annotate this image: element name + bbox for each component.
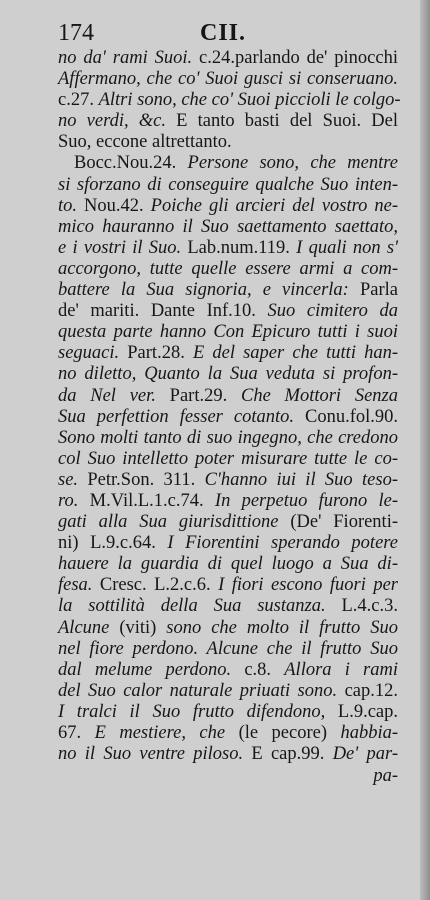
text-line bbox=[58, 554, 398, 575]
text-run: ro. bbox=[58, 490, 90, 511]
text-run: In perpetuo furono le- bbox=[214, 490, 399, 511]
text-run: sono che molto il frutto Suo bbox=[166, 617, 398, 638]
text-run: Conu.fol.90. bbox=[304, 406, 398, 427]
text-line bbox=[58, 744, 398, 765]
text-run: ni) L.9.c.64. bbox=[58, 533, 168, 554]
text-line bbox=[58, 322, 398, 343]
text-run: Sono molti tanto di suo ingegno, che credono bbox=[58, 427, 398, 448]
text-run: nel fiore perdono. Alcune che il frutto Suo bbox=[58, 638, 398, 659]
text-line bbox=[58, 153, 398, 174]
text-line bbox=[58, 386, 398, 407]
text-line bbox=[58, 364, 398, 385]
text-run: de' mariti. Dante Inf.10. bbox=[58, 301, 268, 322]
text-line bbox=[58, 407, 398, 428]
text-run: (De' Fiorenti- bbox=[290, 512, 398, 533]
text-line bbox=[58, 533, 398, 554]
text-line bbox=[58, 69, 398, 90]
text-run: c.27. bbox=[58, 90, 99, 111]
text-run: Lab.num.119. bbox=[187, 237, 297, 258]
text-line bbox=[58, 639, 398, 660]
text-run: no il Suo ventre piloso. bbox=[58, 744, 252, 765]
text-run: De' par- bbox=[332, 744, 398, 765]
text-run: Poiche gli arcieri del vostro ne- bbox=[150, 195, 399, 216]
text-run: (le pecore) bbox=[238, 723, 341, 743]
text-run: E mestiere, che bbox=[94, 723, 239, 743]
text-run: E del saper che tutti han- bbox=[192, 343, 398, 364]
text-run: M.Vil.L.1.c.74. bbox=[89, 490, 215, 511]
text-line bbox=[58, 196, 398, 217]
text-run: Altri sono, che co' Suoi piccioli le colgo- bbox=[98, 90, 401, 111]
text-run: L.9.cap. bbox=[337, 701, 398, 722]
text-run: gati alla Sua giurisdittione bbox=[58, 512, 291, 533]
text-run: to. bbox=[58, 195, 85, 216]
text-run: habbia- bbox=[340, 723, 399, 743]
text-line bbox=[58, 491, 398, 512]
text-run: si sforzano di conseguire qualche Suo inten- bbox=[58, 174, 398, 195]
running-head: CII. bbox=[200, 20, 247, 46]
text-line bbox=[58, 681, 398, 702]
text-run: Persone sono, che mentre bbox=[187, 153, 398, 174]
text-run: battere la Sua signoria, e vincerla: bbox=[58, 280, 360, 301]
catchword: pa- bbox=[373, 766, 398, 787]
text-run: I Fiorentini sperando potere bbox=[167, 533, 399, 554]
text-run: (viti) bbox=[119, 617, 167, 638]
page-number: 174 bbox=[58, 20, 94, 46]
text-run: no verdi, &c. bbox=[58, 111, 177, 132]
page-gutter-shadow bbox=[420, 0, 430, 900]
text-line bbox=[58, 575, 398, 596]
text-run: 67. bbox=[58, 723, 95, 743]
text-run: c.24.parlando de' pinocchi bbox=[199, 48, 398, 68]
text-run: Part.29. bbox=[169, 385, 241, 406]
text-run: c.8. bbox=[244, 659, 285, 680]
text-run: e i vostri il Suo. bbox=[58, 237, 188, 258]
text-line bbox=[58, 596, 398, 617]
text-run: I quali non s' bbox=[296, 237, 398, 258]
text-run: cap.12. bbox=[344, 680, 398, 701]
text-run: dal melume perdono. bbox=[58, 659, 245, 680]
text-run: no da' rami Suoi. bbox=[58, 48, 200, 68]
text-run: E tanto basti del Suoi. Del bbox=[176, 111, 398, 132]
text-line bbox=[58, 301, 398, 322]
text-run: da Nel ver. bbox=[58, 385, 170, 406]
text-run: Cresc. L.2.c.6. bbox=[99, 575, 219, 596]
text-run: E cap.99. bbox=[251, 744, 333, 765]
text-run: questa parte hanno Con Epicuro tutti i suoi bbox=[58, 322, 398, 343]
text-run: Nou.42. bbox=[84, 195, 151, 216]
text-line bbox=[58, 618, 398, 639]
text-line bbox=[58, 343, 398, 364]
text-line bbox=[58, 428, 398, 449]
text-run: Affermano, che co' Suoi gusci si conseruano. bbox=[58, 69, 398, 90]
text-line bbox=[58, 449, 398, 470]
text-run: col Suo intelletto poter misurare tutte le co- bbox=[58, 448, 398, 469]
text-line bbox=[58, 470, 398, 491]
text-line bbox=[58, 175, 398, 196]
text-run: la sottilità della Sua sustanza. bbox=[58, 596, 342, 617]
text-run: del Suo calor naturale priuati sono. bbox=[58, 680, 345, 701]
text-line bbox=[58, 217, 398, 238]
text-run: I tralci il Suo frutto difendono, bbox=[58, 701, 338, 722]
text-line bbox=[58, 660, 398, 681]
text-run: Alcune bbox=[58, 617, 120, 638]
text-run: accorgono, tutte quelle essere armi a com- bbox=[58, 258, 398, 279]
text-line bbox=[58, 132, 398, 153]
text-line bbox=[58, 259, 398, 280]
body-text bbox=[58, 48, 401, 787]
text-line bbox=[58, 90, 401, 111]
text-run: I fiori escono fuori per bbox=[218, 575, 398, 596]
text-line bbox=[58, 48, 398, 69]
text-run: Bocc.Nou.24. bbox=[74, 153, 188, 174]
text-run: Part.28. bbox=[127, 343, 193, 364]
text-run: hauere la guardia di quel luogo a Sua di- bbox=[58, 554, 398, 575]
text-line bbox=[58, 512, 398, 533]
text-line bbox=[58, 238, 398, 259]
text-run: fesa. bbox=[58, 575, 100, 596]
text-run: Parla bbox=[359, 280, 398, 301]
text-run: se. bbox=[58, 469, 88, 490]
text-line bbox=[58, 702, 398, 723]
text-line bbox=[58, 723, 398, 744]
text-line bbox=[58, 280, 398, 301]
text-run: no diletto, Quanto la Sua veduta si profon- bbox=[58, 364, 398, 385]
text-run: C'hanno iui il Suo teso- bbox=[204, 469, 398, 490]
text-run: Suo, eccone altrettanto. bbox=[58, 132, 232, 153]
text-line bbox=[58, 111, 398, 132]
text-run: Sua perfettion fesser cotanto. bbox=[58, 406, 305, 427]
text-run: seguaci. bbox=[58, 343, 128, 364]
text-run: L.4.c.3. bbox=[341, 596, 398, 617]
text-run: Che Mottori Senza bbox=[240, 385, 398, 406]
text-run: Allora i rami bbox=[284, 659, 398, 680]
text-run: Suo cimitero da bbox=[267, 301, 398, 322]
text-run: mico hauranno il Suo saettamento saettato, bbox=[58, 216, 398, 237]
text-run: Petr.Son. 311. bbox=[87, 469, 205, 490]
